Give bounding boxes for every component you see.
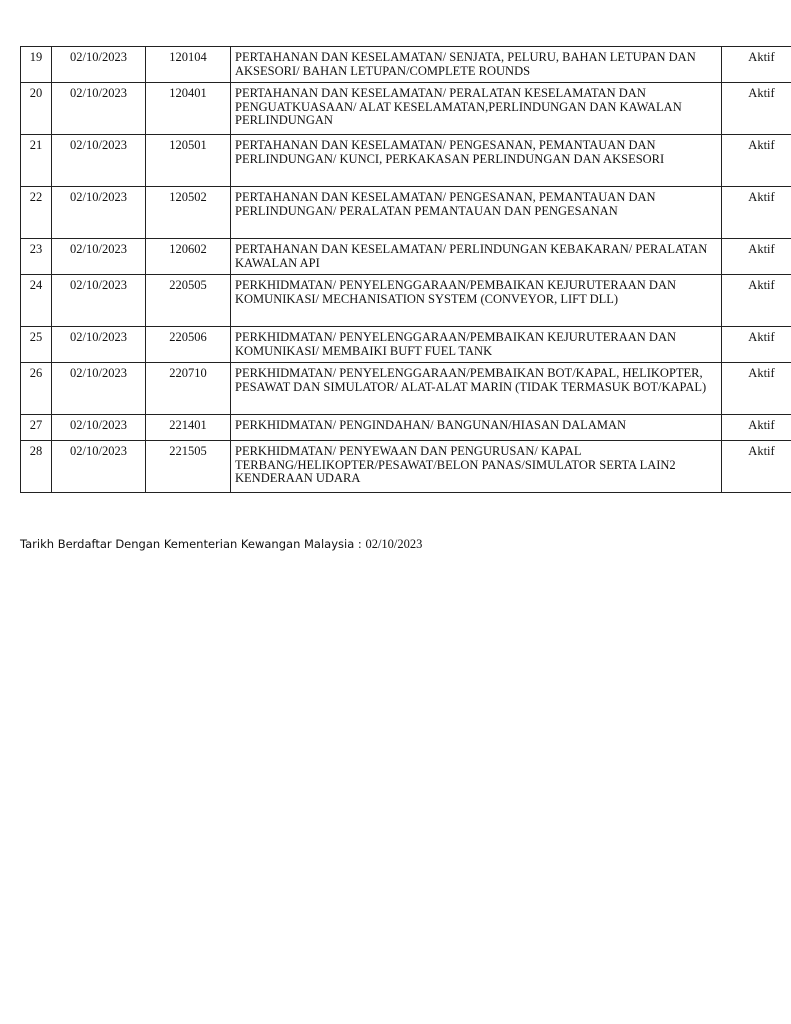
row-number: 21 [21, 135, 52, 187]
row-code: 220506 [146, 327, 231, 363]
row-number: 24 [21, 275, 52, 327]
table-row [21, 275, 791, 327]
row-date: 02/10/2023 [52, 83, 146, 135]
row-date: 02/10/2023 [52, 441, 146, 493]
row-date: 02/10/2023 [52, 239, 146, 275]
row-date: 02/10/2023 [52, 135, 146, 187]
row-status: Aktif [722, 363, 791, 415]
table-row [21, 441, 791, 493]
row-number: 22 [21, 187, 52, 239]
row-description: PERTAHANAN DAN KESELAMATAN/ SENJATA, PELURU, BAHAN LETUPAN DAN AKSESORI/ BAHAN LETUPAN/COMPLETE ROUNDS [231, 47, 722, 83]
row-date: 02/10/2023 [52, 275, 146, 327]
row-number: 28 [21, 441, 52, 493]
row-code: 220710 [146, 363, 231, 415]
row-code: 120501 [146, 135, 231, 187]
row-code: 220505 [146, 275, 231, 327]
table-row [21, 363, 791, 415]
row-code: 120602 [146, 239, 231, 275]
table-row [21, 239, 791, 275]
table-row [21, 47, 791, 83]
row-status: Aktif [722, 83, 791, 135]
row-description: PERKHIDMATAN/ PENYELENGGARAAN/PEMBAIKAN KEJURUTERAAN DAN KOMUNIKASI/ MECHANISATION SYSTEM (CONVEYOR, LIFT DLL) [231, 275, 722, 327]
registration-code-table [20, 46, 791, 493]
row-number: 26 [21, 363, 52, 415]
registration-date-line [20, 537, 422, 552]
row-status: Aktif [722, 275, 791, 327]
row-code: 221401 [146, 415, 231, 441]
table-row [21, 327, 791, 363]
row-code: 120401 [146, 83, 231, 135]
row-status: Aktif [722, 135, 791, 187]
table-row [21, 187, 791, 239]
row-description: PERTAHANAN DAN KESELAMATAN/ PERLINDUNGAN KEBAKARAN/ PERALATAN KAWALAN API [231, 239, 722, 275]
row-description: PERTAHANAN DAN KESELAMATAN/ PENGESANAN, PEMANTAUAN DAN PERLINDUNGAN/ PERALATAN PEMANTAUAN DAN PENGESANAN [231, 187, 722, 239]
row-status: Aktif [722, 187, 791, 239]
row-status: Aktif [722, 239, 791, 275]
table-body [21, 47, 791, 493]
row-description: PERKHIDMATAN/ PENGINDAHAN/ BANGUNAN/HIASAN DALAMAN [231, 415, 722, 441]
row-code: 221505 [146, 441, 231, 493]
row-date: 02/10/2023 [52, 187, 146, 239]
table-row [21, 83, 791, 135]
row-date: 02/10/2023 [52, 327, 146, 363]
row-date: 02/10/2023 [52, 363, 146, 415]
row-number: 19 [21, 47, 52, 83]
row-number: 25 [21, 327, 52, 363]
table-row [21, 415, 791, 441]
row-description: PERKHIDMATAN/ PENYEWAAN DAN PENGURUSAN/ KAPAL TERBANG/HELIKOPTER/PESAWAT/BELON PANAS/SIMULATOR SERTA LAIN2 KENDERAAN UDARA [231, 441, 722, 493]
row-status: Aktif [722, 441, 791, 493]
registration-date-label: Tarikh Berdaftar Dengan Kementerian Kewangan Malaysia : [20, 537, 366, 551]
row-number: 20 [21, 83, 52, 135]
row-status: Aktif [722, 47, 791, 83]
row-status: Aktif [722, 327, 791, 363]
row-number: 27 [21, 415, 52, 441]
row-description: PERKHIDMATAN/ PENYELENGGARAAN/PEMBAIKAN BOT/KAPAL, HELIKOPTER, PESAWAT DAN SIMULATOR/ ALAT-ALAT MARIN (TIDAK TERMASUK BOT/KAPAL) [231, 363, 722, 415]
row-description: PERTAHANAN DAN KESELAMATAN/ PERALATAN KESELAMATAN DAN PENGUATKUASAAN/ ALAT KESELAMATAN,PERLINDUNGAN DAN KAWALAN PERLINDUNGAN [231, 83, 722, 135]
row-code: 120502 [146, 187, 231, 239]
row-description: PERKHIDMATAN/ PENYELENGGARAAN/PEMBAIKAN KEJURUTERAAN DAN KOMUNIKASI/ MEMBAIKI BUFT FUEL TANK [231, 327, 722, 363]
row-date: 02/10/2023 [52, 415, 146, 441]
row-date: 02/10/2023 [52, 47, 146, 83]
registration-date-value: 02/10/2023 [365, 537, 423, 551]
row-status: Aktif [722, 415, 791, 441]
row-description: PERTAHANAN DAN KESELAMATAN/ PENGESANAN, PEMANTAUAN DAN PERLINDUNGAN/ KUNCI, PERKAKASAN PERLINDUNGAN DAN AKSESORI [231, 135, 722, 187]
table-row [21, 135, 791, 187]
row-number: 23 [21, 239, 52, 275]
row-code: 120104 [146, 47, 231, 83]
